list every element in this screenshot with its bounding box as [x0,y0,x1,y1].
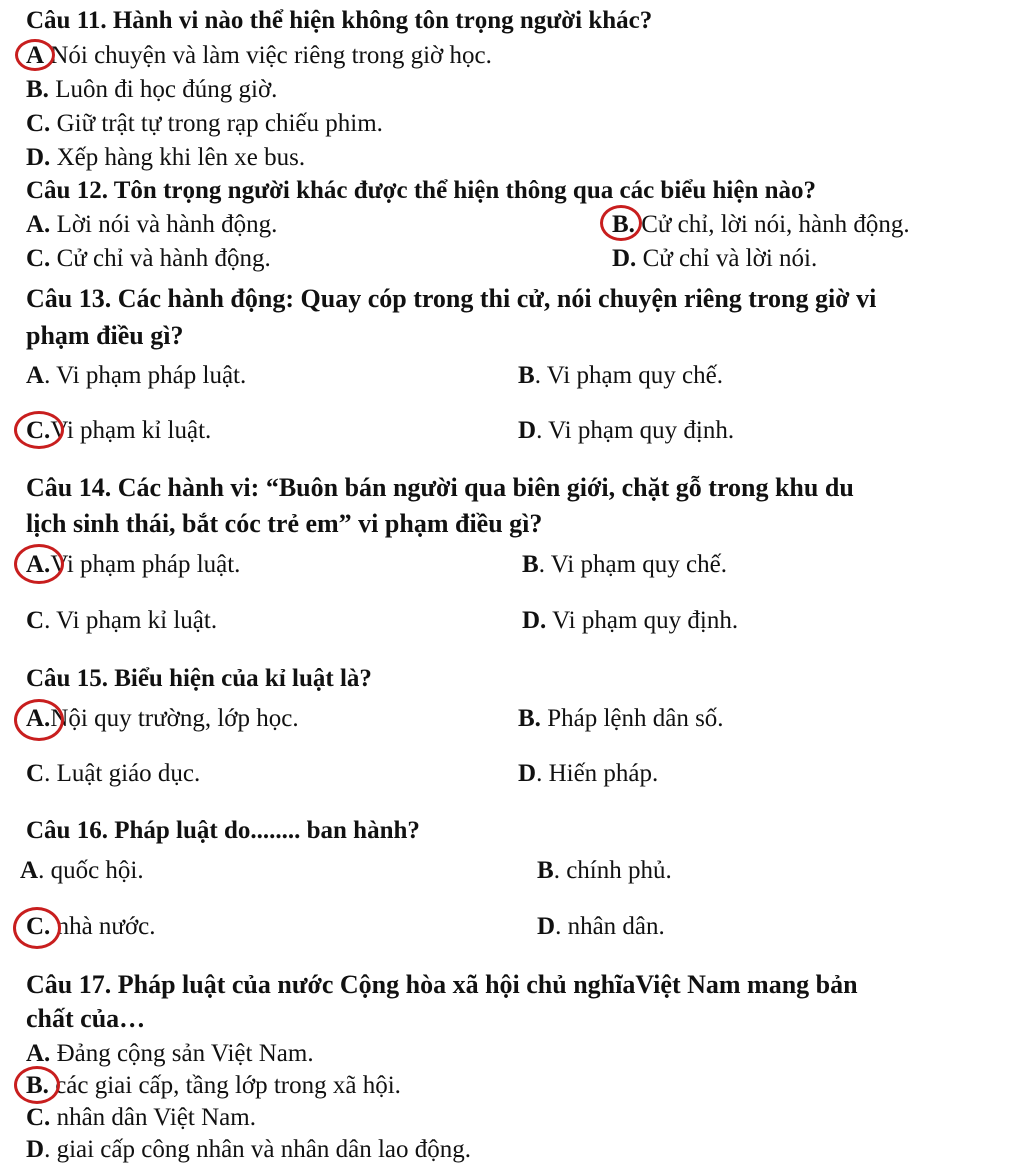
option-text: Nội quy trường, lớp học. [50,705,299,732]
question-11-option-b [26,77,277,102]
option-label: D [518,760,537,787]
question-16-option-b [537,858,672,883]
option-text: . chính phủ. [553,857,672,884]
question-12-option-d [612,246,817,271]
question-17-prompt-line2: chất của… [26,1004,146,1033]
option-text: Vi phạm kỉ luật. [50,417,212,444]
question-15-option-b [518,706,724,731]
question-17-prompt-line1: Câu 17. Pháp luật của nước Cộng hòa xã hội chủ nghĩaViệt Nam mang bản [26,970,858,999]
option-text: Cử chỉ và lời nói. [636,245,818,272]
option-label: B [537,857,554,884]
option-text: Luôn đi học đúng giờ. [48,76,278,103]
option-label: A. [26,1040,51,1067]
option-label: D. [522,607,547,634]
option-text: Lời nói và hành động. [50,211,278,238]
option-label: D [26,1136,45,1163]
option-label: C. [26,417,51,444]
option-label: B. [26,76,49,103]
option-text: . Vi phạm kỉ luật. [44,607,218,634]
question-17-option-a [26,1041,314,1066]
option-label: C. [26,1104,51,1131]
option-label: D. [26,144,51,171]
option-text: . giai cấp công nhân và nhân dân lao động. [44,1136,472,1163]
question-14-prompt-line1: Câu 14. Các hành vi: “Buôn bán người qua biên giới, chặt gỗ trong khu du [26,473,854,502]
option-text: Cử chỉ và hành động. [50,245,271,272]
option-label: A. [26,211,51,238]
option-text: nhân dân Việt Nam. [50,1104,256,1131]
question-17-option-b [26,1073,401,1098]
option-text: . Hiến pháp. [536,760,659,787]
question-11-prompt: Câu 11. Hành vi nào thể hiện không tôn trọng người khác? [26,7,653,34]
option-label: B. [518,705,541,732]
question-16-option-d [537,914,665,939]
question-13-option-b [518,363,723,388]
question-14-option-d [522,608,738,633]
option-text: Giữ trật tự trong rạp chiếu phim. [50,110,383,137]
option-text: . quốc hội. [38,857,144,884]
question-17-option-d [26,1137,471,1162]
option-label: C. [26,913,51,940]
question-13-option-a [26,363,246,388]
option-text: Pháp lệnh dân số. [540,705,724,732]
option-label: A [26,42,45,69]
answer-circle-15 [14,699,64,741]
answer-circle-16 [13,907,61,949]
question-11-option-d [26,145,305,170]
option-text: Nói chuyện và làm việc riêng trong giờ học. [44,42,492,69]
option-text: nhà nước. [50,913,156,940]
option-label: B [522,551,539,578]
question-15-option-d [518,761,658,786]
option-label: D [537,913,556,940]
question-14-option-b [522,552,727,577]
option-label: A [26,362,45,389]
question-13-option-d [518,418,734,443]
answer-circle-11 [15,39,55,71]
question-17-option-c [26,1105,256,1130]
question-13-prompt-line2: phạm điều gì? [26,321,184,350]
option-text: . Vi phạm pháp luật. [44,362,247,389]
option-label: B [518,362,535,389]
option-text: Cử chỉ, lời nói, hành động. [634,211,910,238]
question-12-option-c [26,246,271,271]
question-15-option-c [26,761,200,786]
answer-circle-14 [14,544,64,584]
option-label: B. [612,211,635,238]
option-label: A [20,857,39,884]
option-label: B. [26,1072,49,1099]
option-label: C. [26,110,51,137]
question-12-prompt: Câu 12. Tôn trọng người khác được thể hiện thông qua các biểu hiện nào? [26,177,817,204]
question-15-prompt: Câu 15. Biểu hiện của kỉ luật là? [26,665,372,692]
answer-circle-13 [14,411,64,449]
answer-circle-12 [600,205,642,241]
option-label: C [26,760,45,787]
question-11-option-c [26,111,383,136]
question-16-prompt: Câu 16. Pháp luật do........ ban hành? [26,817,420,844]
option-text: . Vi phạm quy chế. [534,362,723,389]
option-text: các giai cấp, tầng lớp trong xã hội. [48,1072,401,1099]
option-label: A. [26,705,51,732]
option-label: D [518,417,537,444]
question-12-option-a [26,212,277,237]
option-text: Vi phạm pháp luật. [50,551,241,578]
option-label: D. [612,245,637,272]
answer-circle-17 [14,1066,60,1104]
option-text: . nhân dân. [555,913,665,940]
question-14-option-c [26,608,217,633]
question-13-prompt-line1: Câu 13. Các hành động: Quay cóp trong thi cử, nói chuyện riêng trong giờ vi [26,284,877,313]
question-14-prompt-line2: lịch sinh thái, bắt cóc trẻ em” vi phạm điều gì? [26,509,543,538]
option-text: Xếp hàng khi lên xe bus. [50,144,306,171]
option-label: C. [26,245,51,272]
option-text: . Luật giáo dục. [44,760,201,787]
question-12-option-b [612,212,910,237]
option-text: Vi phạm quy định. [546,607,739,634]
question-16-option-a [20,858,144,883]
option-text: Đảng cộng sản Việt Nam. [50,1040,314,1067]
option-label: A. [26,551,51,578]
option-text: . Vi phạm quy định. [536,417,735,444]
option-label: C [26,607,45,634]
question-15-option-a [26,706,299,731]
question-11-option-a [26,43,492,68]
option-text: . Vi phạm quy chế. [538,551,727,578]
